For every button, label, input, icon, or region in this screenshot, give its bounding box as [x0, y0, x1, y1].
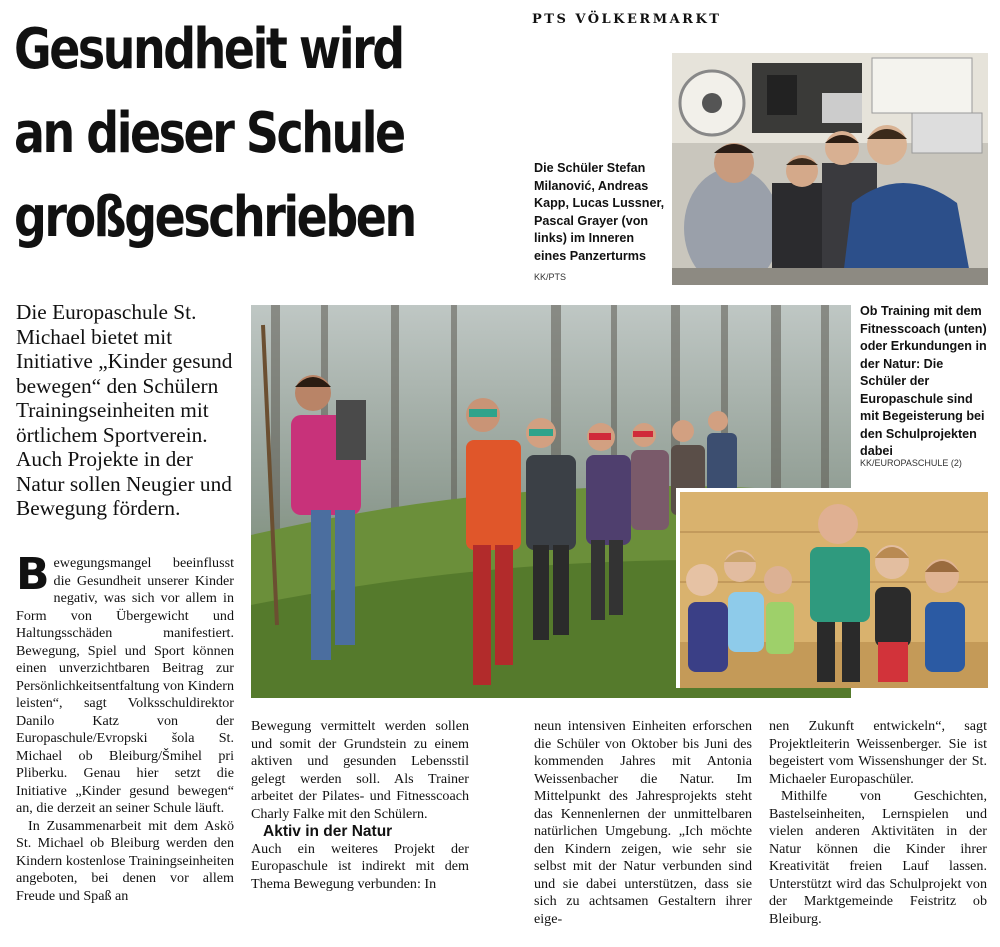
- body-paragraph: neun intensiven Einheiten erforschen die Schüler von Oktober bis Juni des kommenden Jahres mit Antonia Weissenbacher die Natur. Im Mittelpunkt des Jahresprojekts steht das Kennenlernen der unmittelbaren natürlichen Umgebung. „Ich möchte den Kindern zeigen, wie sehr sie selbst mit der Natur verbunden sind und sie dabei unterstützen, dass sie sich zu achtsamen Gestaltern ihrer eige-: [534, 718, 752, 927]
- nature-photo-caption: Ob Training mit dem Fitnesscoach (unten) oder Erkundungen in der Natur: Die Schüler der Europaschule sind mit Begeisterung bei den Schulprojekten dabei: [860, 304, 987, 458]
- section-label: PTS VÖLKERMARKT: [532, 12, 722, 27]
- gym-photo: [676, 488, 988, 688]
- nature-photo-credit: KK/EUROPASCHULE (2): [860, 458, 962, 468]
- body-paragraph: Bewegung vermittelt werden sollen und somit der Grundstein zu einem aktiven und gesunden Lebensstil gelegt werden soll. Als Trainer arbeitet der Pilates- und Fitnesscoach Charly Falke mit den Schülern.: [251, 718, 469, 822]
- body-column-3: [534, 718, 752, 928]
- headline: [14, 8, 424, 260]
- drop-cap: B: [16, 549, 50, 600]
- headline-line-2: an dieser Schule: [14, 101, 404, 166]
- subheading: Aktiv in der Natur: [263, 823, 393, 840]
- headline-line-1: Gesundheit wird: [14, 17, 403, 82]
- body-paragraph: [16, 549, 234, 818]
- body-paragraph: Auch ein weiteres Projekt der Europaschule ist indirekt mit dem Thema Bewegung verbunden: In: [251, 840, 469, 892]
- body-paragraph: nen Zukunft entwickeln“, sagt Projektleiterin Weissenberger. Sie ist begeistert vom Wissenshunger der St. Michaeler Europaschüler.: [769, 718, 987, 787]
- body-text: ewegungsmangel beeinflusst die Gesundheit unserer Kinder negativ, was sich vor allem in Form von Übergewicht und Haltungsschäden manifestiert. Bewegung, Spiel und Sport können einen unverzichtbaren Beitrag zur Persönlichkeitsentfaltung von Kindern leisten“, sagt Volksschuldirektor Danilo Katz von der Europaschule/Evropski šola St. Michael ob Bleiburg/Šmihel pri Pliberku. Genau hier setzt die Initiative „Kinder gesund bewegen“ an, die derzeit an seiner Schule läuft.: [16, 555, 234, 816]
- headline-line-3: großgeschrieben: [14, 185, 415, 250]
- tank-photo-caption: Die Schüler Stefan Milanović, Andreas Kapp, Lucas Lussner, Pascal Grayer (von links) im Inneren eines Panzerturms: [534, 161, 665, 263]
- body-paragraph: Mithilfe von Geschichten, Bastelseinheiten, Lernspielen und vielen anderen Aktivitäten in der Natur können die Kinder ihrer Kreativität freien Lauf lassen. Unterstützt wird das Schulprojekt von der Marktgemeinde Feistritz ob Bleiburg.: [769, 788, 987, 927]
- body-column-2: [251, 718, 469, 893]
- tank-photo: [672, 53, 988, 285]
- body-paragraph: In Zusammenarbeit mit dem Askö St. Michael ob Bleiburg werden den Kindern kostenlose Trainingseinheiten angeboten, bei denen vor allem Freude und Spaß an: [16, 817, 234, 904]
- lead-paragraph: Die Europaschule St. Michael bietet mit Initiative „Kinder gesund bewegen“ den Schülern Trainingseinheiten mit örtlichem Sportverein. Auch Projekte in der Natur sollen Neugier und Bewegung fördern.: [16, 300, 233, 520]
- body-column-4: [769, 718, 987, 928]
- tank-photo-credit: KK/PTS: [534, 272, 567, 282]
- body-column-1: [16, 549, 234, 905]
